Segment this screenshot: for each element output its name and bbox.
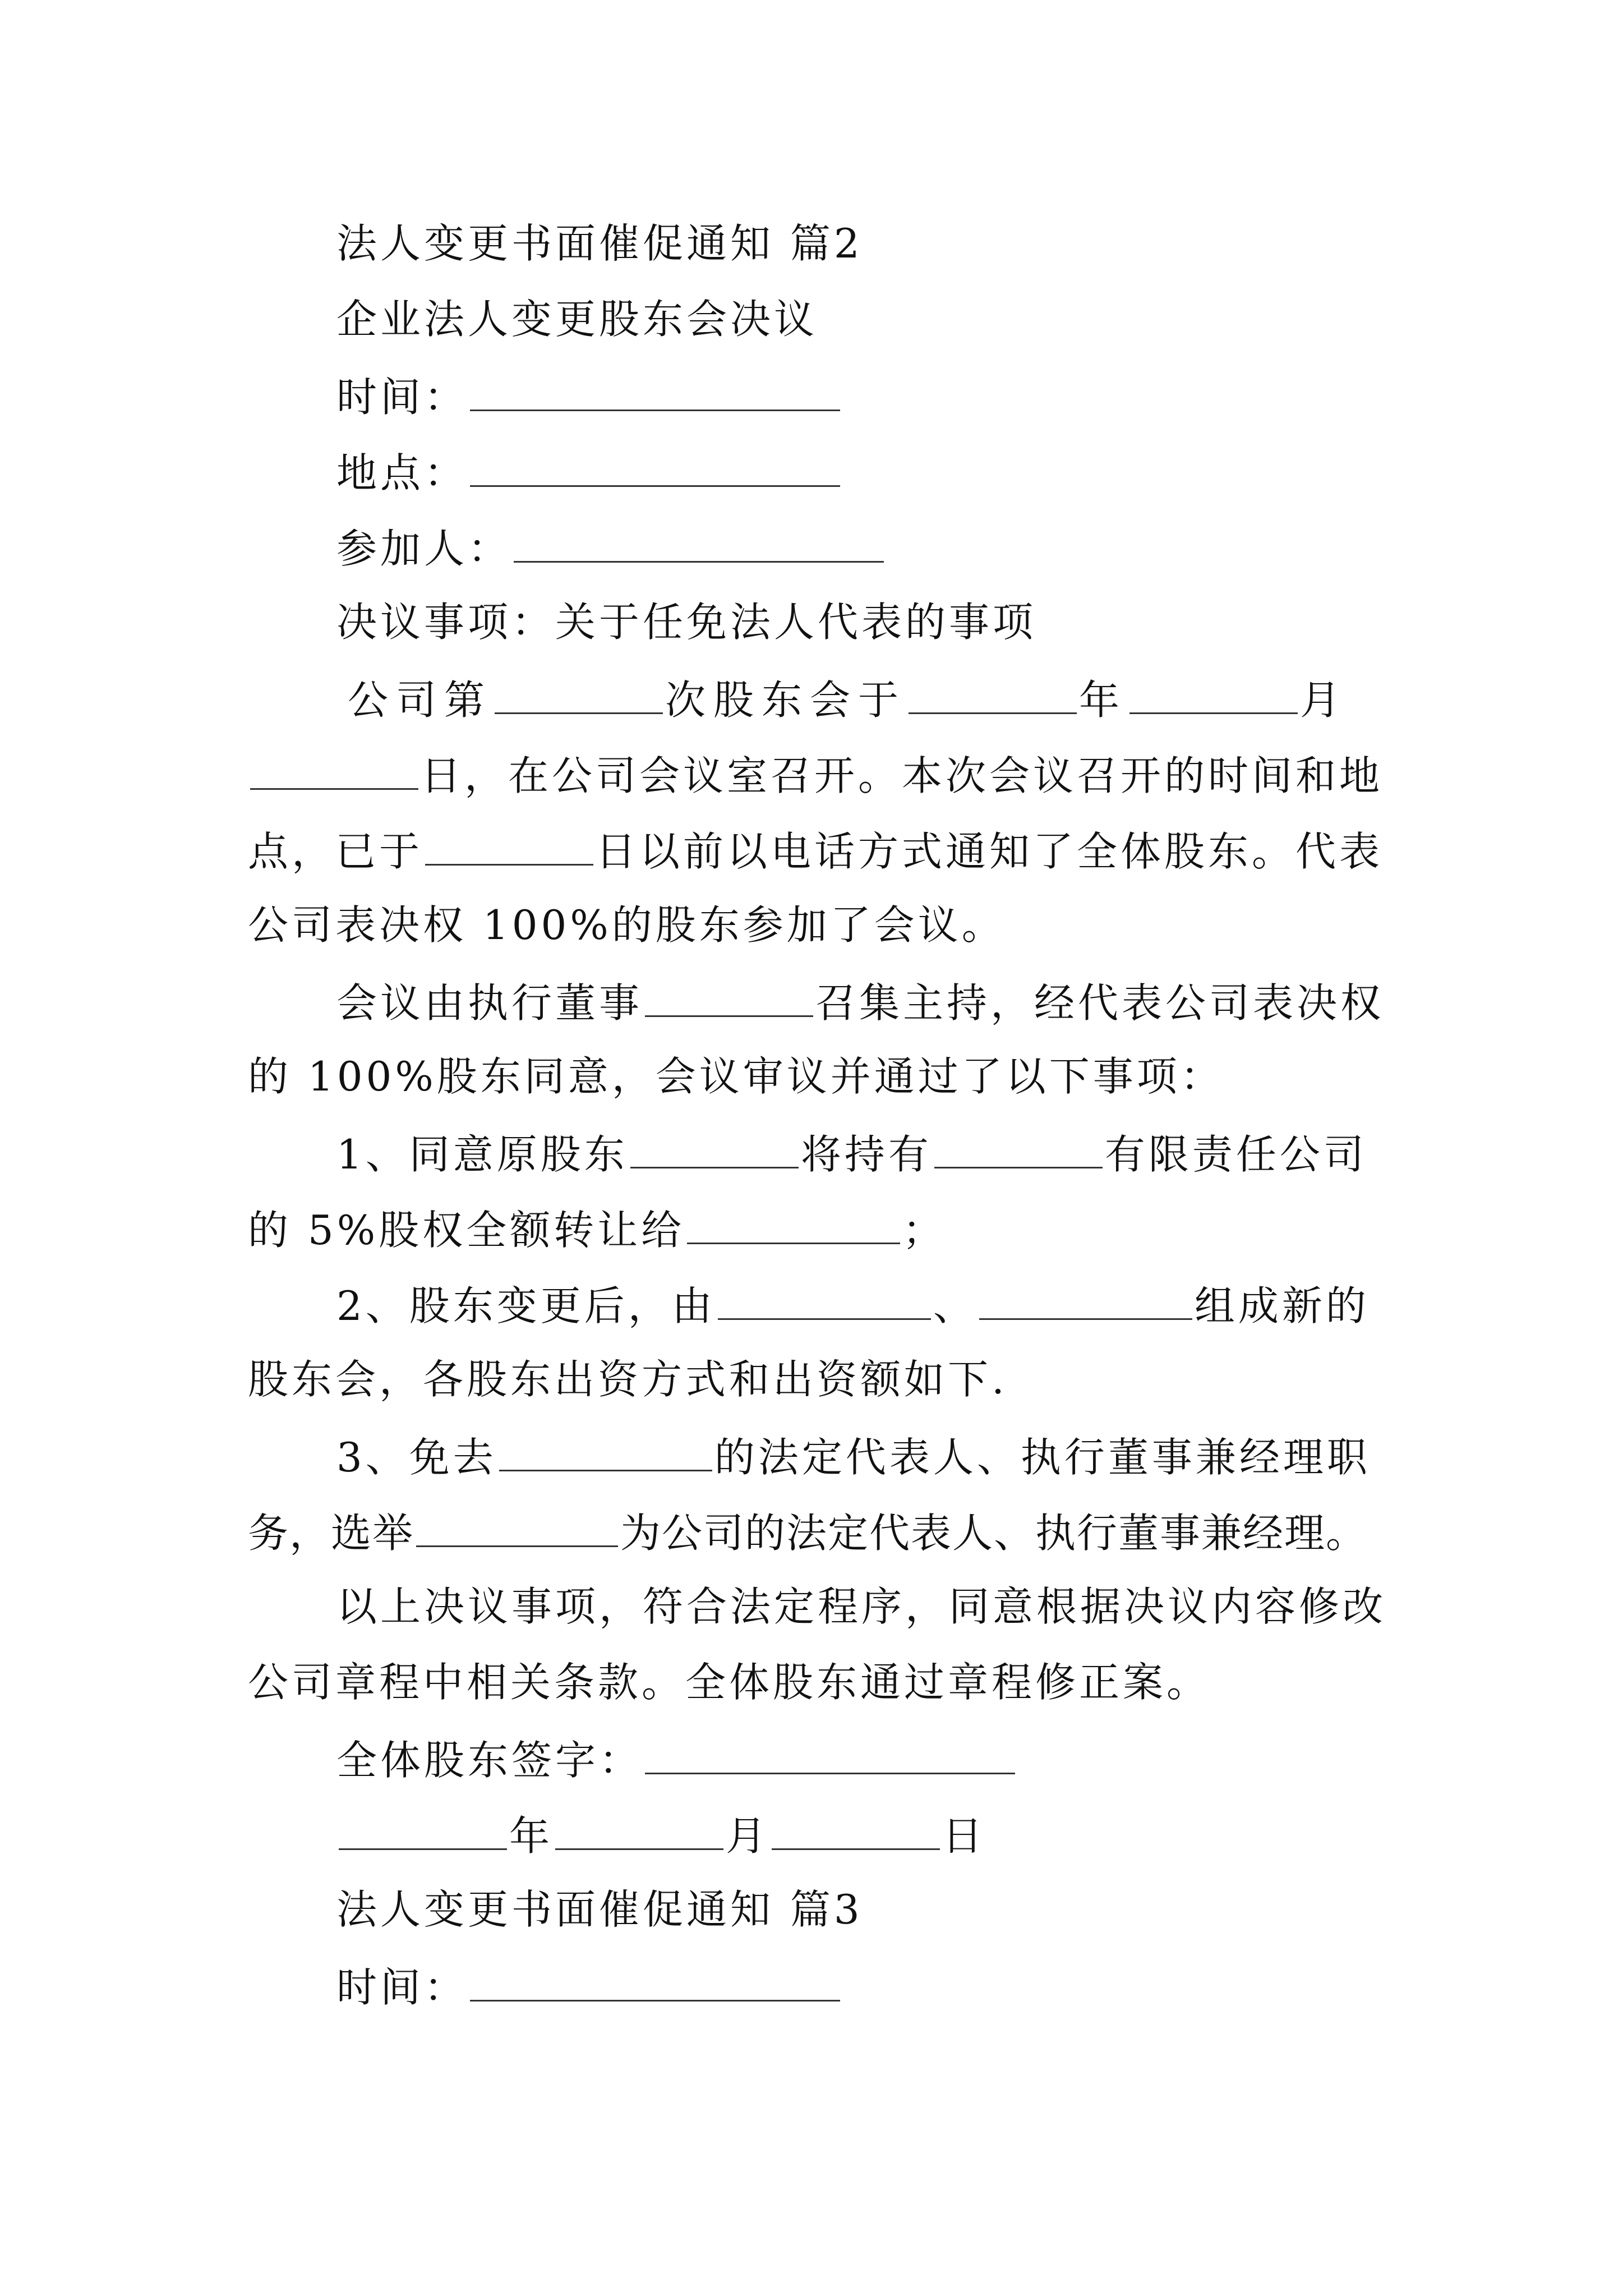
item3-text-b: 的法定代表人、执行董事兼经理职: [714, 1434, 1371, 1481]
time-blank: [470, 375, 840, 411]
item3-text-a: 3、免去: [336, 1434, 497, 1481]
item1-text-c: 有限责任公司: [1104, 1131, 1367, 1178]
item-2-line-2: 股东会，各股东出资方式和出资额如下.: [248, 1356, 1008, 1403]
signature-blank: [645, 1738, 1015, 1774]
time-label-2: 时间：: [336, 1964, 468, 2011]
item1-text-a: 1、同意原股东: [336, 1131, 628, 1178]
paragraph-1-line-1: [348, 677, 1349, 724]
place-blank: [470, 450, 840, 487]
item2-text-b: 、: [933, 1282, 977, 1329]
item1-text-b: 将持有: [800, 1131, 932, 1178]
item-1-line-2: [248, 1207, 947, 1254]
elected-representative-blank: [416, 1511, 618, 1547]
p1-text-b: 次股东会于: [665, 677, 907, 724]
removed-representative-blank: [499, 1435, 712, 1471]
director-blank: [645, 981, 813, 1017]
paragraph-3-line-1: 以上决议事项，符合法定程序，同意根据决议内容修改: [336, 1583, 1387, 1630]
sign-year-blank: [339, 1814, 507, 1850]
paragraph-1-line-3: [248, 828, 1384, 875]
time-blank-2: [470, 1965, 840, 2001]
item2-text-a: 2、股东变更后，由: [336, 1282, 716, 1329]
item1-text-e: ；: [902, 1207, 947, 1254]
attendees-row: [336, 525, 886, 572]
original-shareholder-blank: [630, 1132, 799, 1168]
sign-month-label: 月: [726, 1812, 770, 1860]
p2-text-b: 召集主持，经代表公司表决权: [815, 979, 1385, 1027]
month-blank: [1129, 678, 1298, 714]
place-label: 地点：: [336, 449, 468, 496]
time-row-2: [336, 1964, 842, 2011]
item3-text-c: 务，选举: [248, 1510, 414, 1557]
time-row: [336, 374, 842, 421]
new-shareholder-1-blank: [718, 1283, 931, 1320]
item-3-line-2: [248, 1510, 1368, 1557]
time-label: 时间：: [336, 374, 468, 421]
item2-text-c: 组成新的: [1194, 1282, 1370, 1329]
section-heading-2: 法人变更书面催促通知 篇2: [336, 220, 863, 267]
place-row: [336, 449, 842, 496]
attendees-blank: [514, 526, 884, 563]
p1-text-f: 点，已于: [248, 828, 423, 875]
paragraph-3-line-2: 公司章程中相关条款。全体股东通过章程修正案。: [248, 1659, 1211, 1706]
paragraph-1-line-2: [248, 752, 1384, 799]
paragraph-2-line-1: [336, 979, 1385, 1027]
item1-text-d: 的 5%股权全额转让给: [248, 1207, 685, 1254]
notice-day-blank: [425, 829, 593, 866]
transferee-blank: [687, 1208, 900, 1244]
sign-year-label: 年: [509, 1812, 554, 1860]
item-2-line-1: [336, 1282, 1370, 1329]
day-blank: [250, 753, 418, 790]
session-number-blank: [495, 678, 663, 714]
resolution-item-line: 决议事项：关于任免法人代表的事项: [336, 599, 1037, 646]
signature-label: 全体股东签字：: [336, 1737, 643, 1784]
item-1-line-1: [336, 1131, 1367, 1178]
document-title: 企业法人变更股东会决议: [336, 296, 818, 343]
p2-text-a: 会议由执行董事: [336, 979, 643, 1027]
attendees-label: 参加人：: [336, 525, 512, 572]
sign-day-label: 日: [942, 1812, 986, 1860]
p1-text-g: 日以前以电话方式通知了全体股东。代表: [596, 828, 1384, 875]
item3-text-d: 为公司的法定代表人、执行董事兼经理。: [620, 1510, 1368, 1557]
signature-row: [336, 1737, 1017, 1784]
p1-text-a: 公司第: [348, 677, 493, 724]
year-blank: [909, 678, 1077, 714]
p1-text-c: 年: [1079, 677, 1128, 724]
section-heading-3: 法人变更书面催促通知 篇3: [336, 1886, 863, 1933]
sign-day-blank: [772, 1814, 940, 1850]
company-name-blank: [934, 1132, 1103, 1168]
date-row: [336, 1812, 986, 1860]
sign-month-blank: [555, 1814, 723, 1850]
paragraph-2-line-2: 的 100%股东同意，会议审议并通过了以下事项：: [248, 1053, 1224, 1100]
p1-text-d: 月: [1300, 677, 1349, 724]
p1-text-e: 日，在公司会议室召开。本次会议召开的时间和地: [421, 752, 1384, 799]
new-shareholder-2-blank: [979, 1283, 1192, 1320]
item-3-line-1: [336, 1434, 1371, 1481]
paragraph-1-line-4: 公司表决权 100%的股东参加了会议。: [248, 901, 1006, 949]
